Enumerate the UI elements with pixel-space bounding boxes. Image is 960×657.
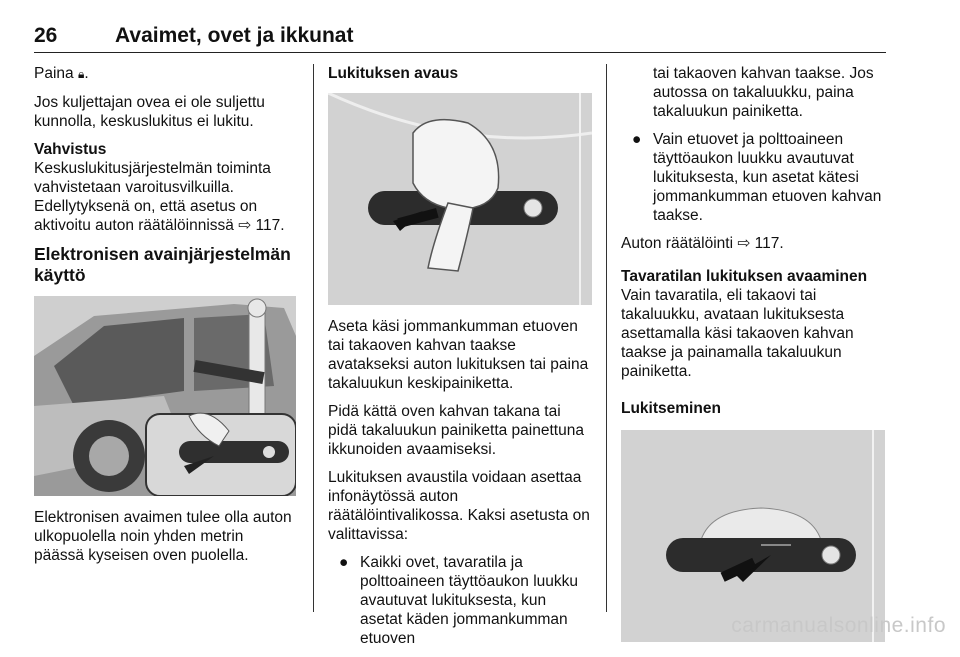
page-ref-arrow-icon: ⇨	[737, 235, 751, 252]
list-item: tai takaoven kahvan taakse. Jos autossa on takaluukku, paina takaluukun painiketta.	[653, 65, 874, 120]
keyless-heading: Elektronisen avainjärjestelmän käyttö	[34, 244, 291, 285]
column-divider-2	[606, 64, 607, 612]
column-1	[34, 64, 296, 574]
list-item: ● Kaikki ovet, tavaratila ja polttoaineen täyttöaukon luukku avautuvat lukituksesta, kun asetat käden jommankumman etuoven	[339, 554, 579, 647]
keyless-text: Elektronisen avaimen tulee olla auton ulkopuolella noin yhden metrin päässä kyseisen oven puolella.	[34, 509, 292, 564]
page-title: Avaimet, ovet ja ikkunat	[115, 24, 354, 47]
cargo-text: Vain tavaratila, eli takaovi tai takaluukku, avataan lukituksesta asettamalla käsi takaoven kahvan taakse ja painamalla takaluukun painiketta.	[621, 287, 854, 380]
page-ref-arrow-icon: ⇨	[238, 217, 252, 234]
lock-button-icon: 🔒︎	[77, 67, 85, 81]
locking-illustration	[621, 430, 885, 642]
list-item: ● Vain etuovet ja polttoaineen täyttöaukon luukku avautuvat lukituksesta, kun asetat kätesi jommankumman etuoven kahvan taakse.	[632, 131, 882, 224]
column-2	[328, 64, 592, 657]
cargo-heading: Tavaratilan lukituksen avaaminen	[621, 268, 868, 285]
customization-ref: Auton räätälöinti ⇨ 117.	[621, 235, 784, 252]
unlock-heading: Lukituksen avaus	[328, 65, 459, 82]
unlock-text: Aseta käsi jommankumman etuoven tai takaoven kahvan taakse avatakseksi auton lukituksen tai paina takaluukun keskipainiketta.	[328, 318, 589, 392]
watermark: carmanualsonline.info	[731, 614, 946, 637]
mode-options-list-cont	[621, 64, 889, 225]
column-divider-1	[313, 64, 314, 612]
keyless-illustration	[34, 296, 296, 496]
hold-text: Pidä kättä oven kahvan takana tai pidä takaluukun painiketta painettuna ikkunoiden avaamiseksi.	[328, 403, 584, 458]
page-number: 26	[34, 24, 58, 47]
confirmation-text: Keskuslukitusjärjestelmän toiminta vahvistetaan varoitusvilkuilla. Edellytyksenä on, että asetus on aktivoitu auton räätälöinnissä ⇨ 117.	[34, 160, 285, 234]
confirmation-heading: Vahvistus	[34, 141, 107, 158]
bullet-icon: ●	[339, 554, 349, 571]
bullet-icon: ●	[632, 131, 642, 148]
page-header	[34, 22, 886, 53]
mode-options-list	[328, 553, 592, 648]
unlock-illustration	[328, 93, 592, 305]
column-3	[621, 64, 889, 654]
press-instruction: Paina 🔒︎.	[34, 65, 89, 82]
door-not-closed-note: Jos kuljettajan ovea ei ole suljettu kunnolla, keskuslukitus ei lukitu.	[34, 94, 265, 130]
locking-heading: Lukitseminen	[621, 400, 721, 417]
mode-text: Lukituksen avaustila voidaan asettaa infonäytössä auton räätälöintivalikossa. Kaksi asetusta on valittavissa:	[328, 469, 590, 543]
